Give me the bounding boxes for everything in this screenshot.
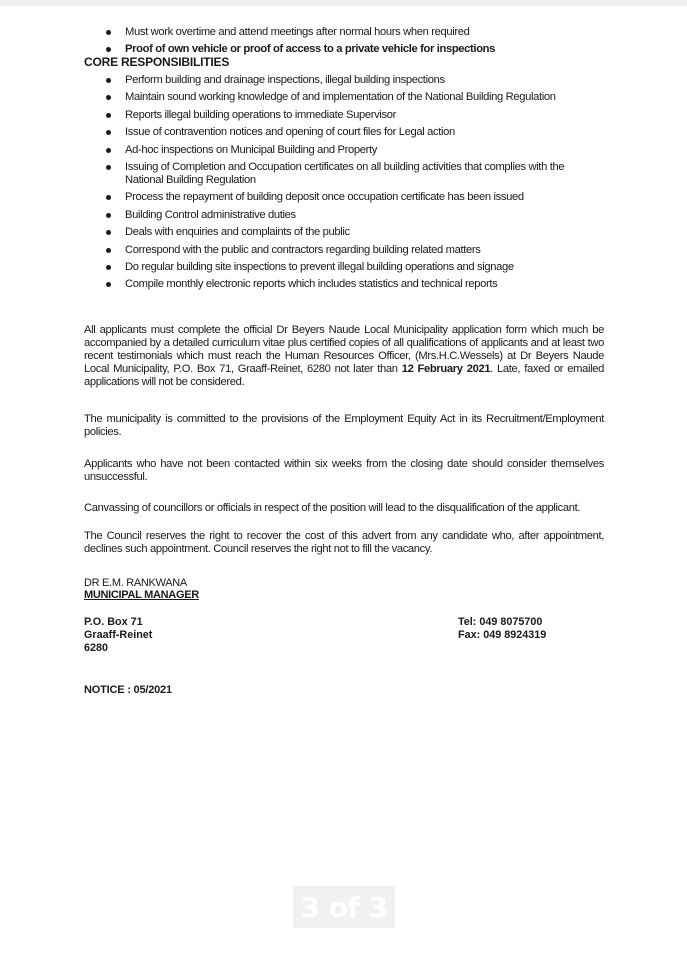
list-item: Reports illegal building operations to immediate Supervisor (104, 109, 584, 122)
list-item: Proof of own vehicle or proof of access to a private vehicle for inspections (104, 43, 584, 56)
address-line: Graaff-Reinet (84, 629, 153, 641)
list-item: Issue of contravention notices and opening of court files for Legal action (104, 126, 584, 139)
core-responsibilities-list (104, 74, 584, 296)
list-item: Process the repayment of building deposit once occupation certificate has been issued (104, 191, 584, 204)
canvassing-paragraph: Canvassing of councillors or officials in respect of the position will lead to the disqualification of the applicant. (84, 502, 581, 514)
list-item: Perform building and drainage inspections, illegal building inspections (104, 74, 584, 87)
council-reservation-paragraph: The Council reserves the right to recover the cost of this advert from any candidate who, after appointment, declines such appointment. Council reserves the right not to fill the vacancy. (84, 530, 604, 555)
application-text: All applicants must complete the official Dr Beyers Naude Local Municipality application form which much be accompanied by a detailed curriculum vitae plus certified copies of all qualifications of applicants and at least two recent testimonials which must reach the Human Resources Officer, (Mrs.H.C.Wessels) at Dr Beyers Naude Local Municipality, P.O. Box 71, Graaff-Reinet, 6280 not later than (84, 324, 604, 375)
address-line: P.O. Box 71 (84, 616, 143, 628)
list-item: Compile monthly electronic reports which includes statistics and technical reports (104, 278, 584, 291)
list-item: Issuing of Completion and Occupation certificates on all building activities that complies with the National Building Regulation (104, 161, 584, 187)
signatory-title: MUNICIPAL MANAGER (84, 589, 199, 601)
list-item: Building Control administrative duties (104, 209, 584, 222)
list-item: Do regular building site inspections to prevent illegal building operations and signage (104, 261, 584, 274)
list-item: Deals with enquiries and complaints of the public (104, 226, 584, 239)
list-item: Correspond with the public and contractors regarding building related matters (104, 244, 584, 257)
contact-numbers (458, 616, 546, 642)
signatory-name: DR E.M. RANKWANA (84, 577, 187, 589)
telephone-number: Tel: 049 8075700 (458, 616, 543, 628)
core-responsibilities-heading: CORE RESPONSIBILITIES (84, 55, 230, 69)
employment-equity-paragraph: The municipality is committed to the provisions of the Employment Equity Act in its Recruitment/Employment policies. (84, 413, 604, 438)
postal-address (84, 616, 152, 655)
list-item: Must work overtime and attend meetings after normal hours when required (104, 26, 584, 39)
page-indicator: 3 of 3 (293, 886, 395, 928)
unsuccessful-paragraph: Applicants who have not been contacted within six weeks from the closing date should consider themselves unsuccessful. (84, 458, 604, 483)
application-text-end: . Late, faxed or emailed applications will not be considered. (84, 363, 604, 388)
address-line: 6280 (84, 642, 109, 654)
fax-number: Fax: 049 8924319 (458, 629, 547, 641)
list-item: Ad-hoc inspections on Municipal Building and Property (104, 144, 584, 157)
closing-date: 12 February 2021 (401, 363, 491, 375)
list-item: Maintain sound working knowledge of and implementation of the National Building Regulation (104, 91, 584, 104)
notice-number: NOTICE : 05/2021 (84, 684, 172, 696)
application-instructions-paragraph (84, 324, 604, 389)
